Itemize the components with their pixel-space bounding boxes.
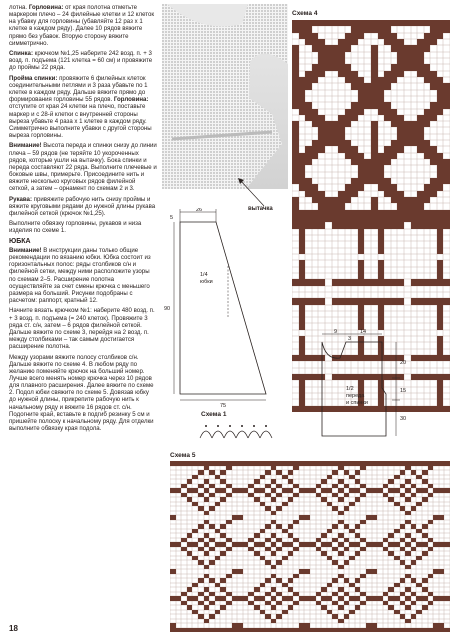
skirt-dim-height: 90 xyxy=(164,306,171,312)
bodice-dim-a: 9 xyxy=(334,329,338,335)
skirt-pattern-diagram xyxy=(160,208,290,408)
chart-cell xyxy=(292,406,299,412)
garment-photo xyxy=(162,4,288,189)
skirt-dim-bottom: 75 xyxy=(220,403,227,408)
skirt-quarter-label: 1/4 xyxy=(200,272,208,278)
text-column xyxy=(9,4,157,435)
schema5-label: Схема 5 xyxy=(170,452,196,459)
schema4-label: Схема 4 xyxy=(292,10,318,17)
page-number: 18 xyxy=(9,624,18,633)
garment-illustration xyxy=(162,4,288,189)
paragraph-skirt-patterns: Между узорами вяжите полосу столбиков с/н. Дальше вяжите по схеме 4. В любом ряду по желанию поменяйте крючок на больший номер. Лучше всего менять номер крючка через 10 рядов для плавного расширения. Далее вяжите по схеме 2. Подол юбки свяжите по схеме 5. Довязав юбку до нужной длины, прикрепите рабочую нить к начальному ряду и вяжите 16 рядов ст. с/н. Подогните край, вставьте в подгиб резинку 5 см и пришейте полоску к начальному ряду. Для отделки выполните обвязку края подола. xyxy=(9,353,154,433)
chart-cell xyxy=(424,406,431,412)
paragraph-armhole: Пройма спинки: провяжите 6 филейных клеток соединительными петлями и 3 раза убавьте по 1 клетке в каждом ряду. Дальше вяжите прямо до формирования горловины 55 рядов. Горловина: отступите от края 24 клетки на плечо, поставьте маркер и с 28-й клетки с внутренней стороны выреза убавьте 4 раза х 1 клетке в каждом ряду. Симметрично выполните убавки с другой стороны выреза горловины. xyxy=(9,74,152,140)
skirt-quarter-word: юбки xyxy=(200,279,213,285)
schema1-edging xyxy=(198,420,278,440)
bodice-dim-b: 14 xyxy=(360,329,367,335)
chart-cell xyxy=(430,406,437,412)
bodice-half-w1: переда xyxy=(346,393,365,399)
paragraph-back: Спинка: крючком №1,25 наберите 242 возд. п. + 3 возд. п. подъема (121 клетка = 60 см) и провяжите до проймы 22 ряда. xyxy=(9,50,153,72)
paragraph-edging: Выполните обвязку горловины, рукавов и низа изделия по схеме 1. xyxy=(9,220,142,235)
paragraph-sleeves: Рукава: привяжите рабочую нить снизу проймы и вяжите круговыми рядами до нужной длины рукава филейной сеткой (крючок №1,25). xyxy=(9,195,156,217)
vytachka-label: вытачка xyxy=(248,206,273,212)
schema1-label: Схема 1 xyxy=(201,411,227,418)
bodice-dim-d: 20 xyxy=(400,360,407,366)
bodice-half-label: 1/2 xyxy=(346,386,354,392)
paragraph-skirt-start: Начните вязать крючком №1: наберите 480 возд. п. + 3 возд. п. подъема (= 240 клеток). Провяжите 3 ряда ст. с/н, затем – 6 рядов филейной сеткой. Дальше вяжите по схеме 3, перейдя на 2 возд. п. между столбиками – так самым достигается расширение полотна. xyxy=(9,307,155,351)
paragraph-skirt-intro: Внимание! В инструкции даны только общие рекомендации по вязанию юбки. Юбка состоит из горизонтальных полос: ряды столбиков с/н и филейной сетки, между ними расположите узоры по схемам 2–5. Расширение полотна осуществляйте за счет смены крючка с меньшего размера на больший. Рисунки подобраны с расчетом: раппорт, кратный 12. xyxy=(9,246,151,305)
vytachka-pointer xyxy=(236,176,266,208)
bodice-dim-e: 15 xyxy=(400,388,407,394)
paragraph-attention: Внимание! Высота переда и спинки снизу до линии плеча – 59 рядов (не теряйте 10 укороченных рядов, которые ушли на вытачку). Бока спинки и переда составляют 22 ряда. Выполните плечевые и боковые швы, примерьте. Присоедините нить и вяжите несколько круговых рядов филейной сеткой, а затем – орнамент по схемам 2 и 3. xyxy=(9,142,157,193)
schema5-grid xyxy=(170,461,450,632)
chart-cell xyxy=(437,406,444,412)
section-heading-skirt: ЮБКА xyxy=(9,237,31,245)
bodice-pattern-diagram xyxy=(300,328,420,438)
skirt-dim-top: 26 xyxy=(196,208,203,213)
skirt-dim-side-top: 5 xyxy=(170,215,174,221)
chart-cell xyxy=(443,406,450,412)
chart-cell xyxy=(444,628,450,633)
bodice-half-w2: и спинки xyxy=(346,400,368,406)
bodice-dim-c: 3 xyxy=(348,336,352,342)
bodice-dim-f: 30 xyxy=(400,416,407,422)
paragraph-neckline-front: лотна. Горловина: от края полотна отметьте маркером плечо – 24 филейные клетки и 12 клеток на убавку для горловины (убавляйте 12 раз х 1 клетке в каждом ряду). Далее 10 рядов вяжите прямо без убавок. Вторую сторону вяжите симметрично. xyxy=(9,4,155,47)
